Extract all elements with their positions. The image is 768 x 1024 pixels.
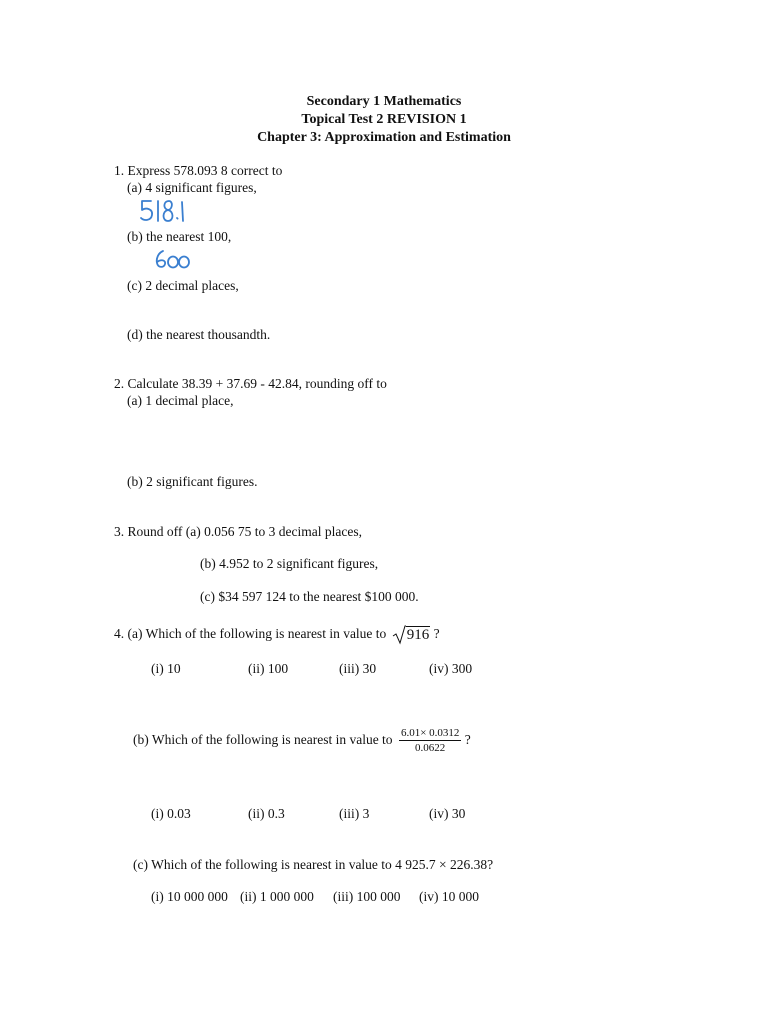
q4c-option-1: (i) 10 000 000 xyxy=(151,889,228,904)
q4b-option-1: (i) 0.03 xyxy=(151,806,191,821)
q1b-handwritten-answer xyxy=(154,249,194,271)
q4b-prefix: (b) Which of the following is nearest in value to xyxy=(133,732,393,747)
q2-stem: 2. Calculate 38.39 + 37.69 - 42.84, rounding off to xyxy=(114,376,387,391)
q4a-prefix: 4. (a) Which of the following is nearest in value to xyxy=(114,626,387,641)
fraction-denominator: 0.0622 xyxy=(415,742,446,755)
q4a-option-2: (ii) 100 xyxy=(248,661,289,676)
q4b-option-2: (ii) 0.3 xyxy=(248,806,285,821)
radical-sign-icon xyxy=(392,625,406,645)
q1c-text: (c) 2 decimal places, xyxy=(127,278,239,293)
q4b-option-3: (iii) 3 xyxy=(339,806,370,821)
q4c-option-2: (ii) 1 000 000 xyxy=(240,889,314,904)
q1-stem: 1. Express 578.093 8 correct to xyxy=(114,163,283,178)
q2a-text: (a) 1 decimal place, xyxy=(127,393,234,408)
q4c-option-3: (iii) 100 000 xyxy=(333,889,401,904)
square-root-expression xyxy=(392,624,431,645)
q4a-option-4: (iv) 300 xyxy=(429,661,473,676)
q2b-text: (b) 2 significant figures. xyxy=(127,474,258,489)
q3b-text: (b) 4.952 to 2 significant figures, xyxy=(200,556,379,571)
q4b-suffix: ? xyxy=(464,732,471,747)
q1a-text: (a) 4 significant figures, xyxy=(127,180,257,195)
chapter-title: Chapter 3: Approximation and Estimation xyxy=(257,130,511,145)
q3a-text: 3. Round off (a) 0.056 75 to 3 decimal places, xyxy=(114,524,362,539)
q1b-text: (b) the nearest 100, xyxy=(127,229,232,244)
q4a-suffix: ? xyxy=(433,626,440,641)
q3c-text: (c) $34 597 124 to the nearest $100 000. xyxy=(200,589,419,604)
q4c-option-4: (iv) 10 000 xyxy=(419,889,479,904)
q4a-option-1: (i) 10 xyxy=(151,661,181,676)
q4a-option-3: (iii) 30 xyxy=(339,661,377,676)
document-title: Secondary 1 Mathematics xyxy=(306,94,462,109)
q4a-radicand: 916 xyxy=(406,627,430,644)
test-title: Topical Test 2 REVISION 1 xyxy=(301,112,467,127)
fraction-numerator: 6.01× 0.0312 xyxy=(400,727,460,740)
fraction-expression xyxy=(399,727,461,754)
q4a-text xyxy=(114,624,440,646)
q4c-text: (c) Which of the following is nearest in value to 4 925.7 × 226.38? xyxy=(133,857,494,872)
q4b-text xyxy=(133,726,471,754)
q1d-text: (d) the nearest thousandth. xyxy=(127,327,271,342)
q1a-handwritten-answer xyxy=(138,197,198,225)
q4b-option-4: (iv) 30 xyxy=(429,806,466,821)
